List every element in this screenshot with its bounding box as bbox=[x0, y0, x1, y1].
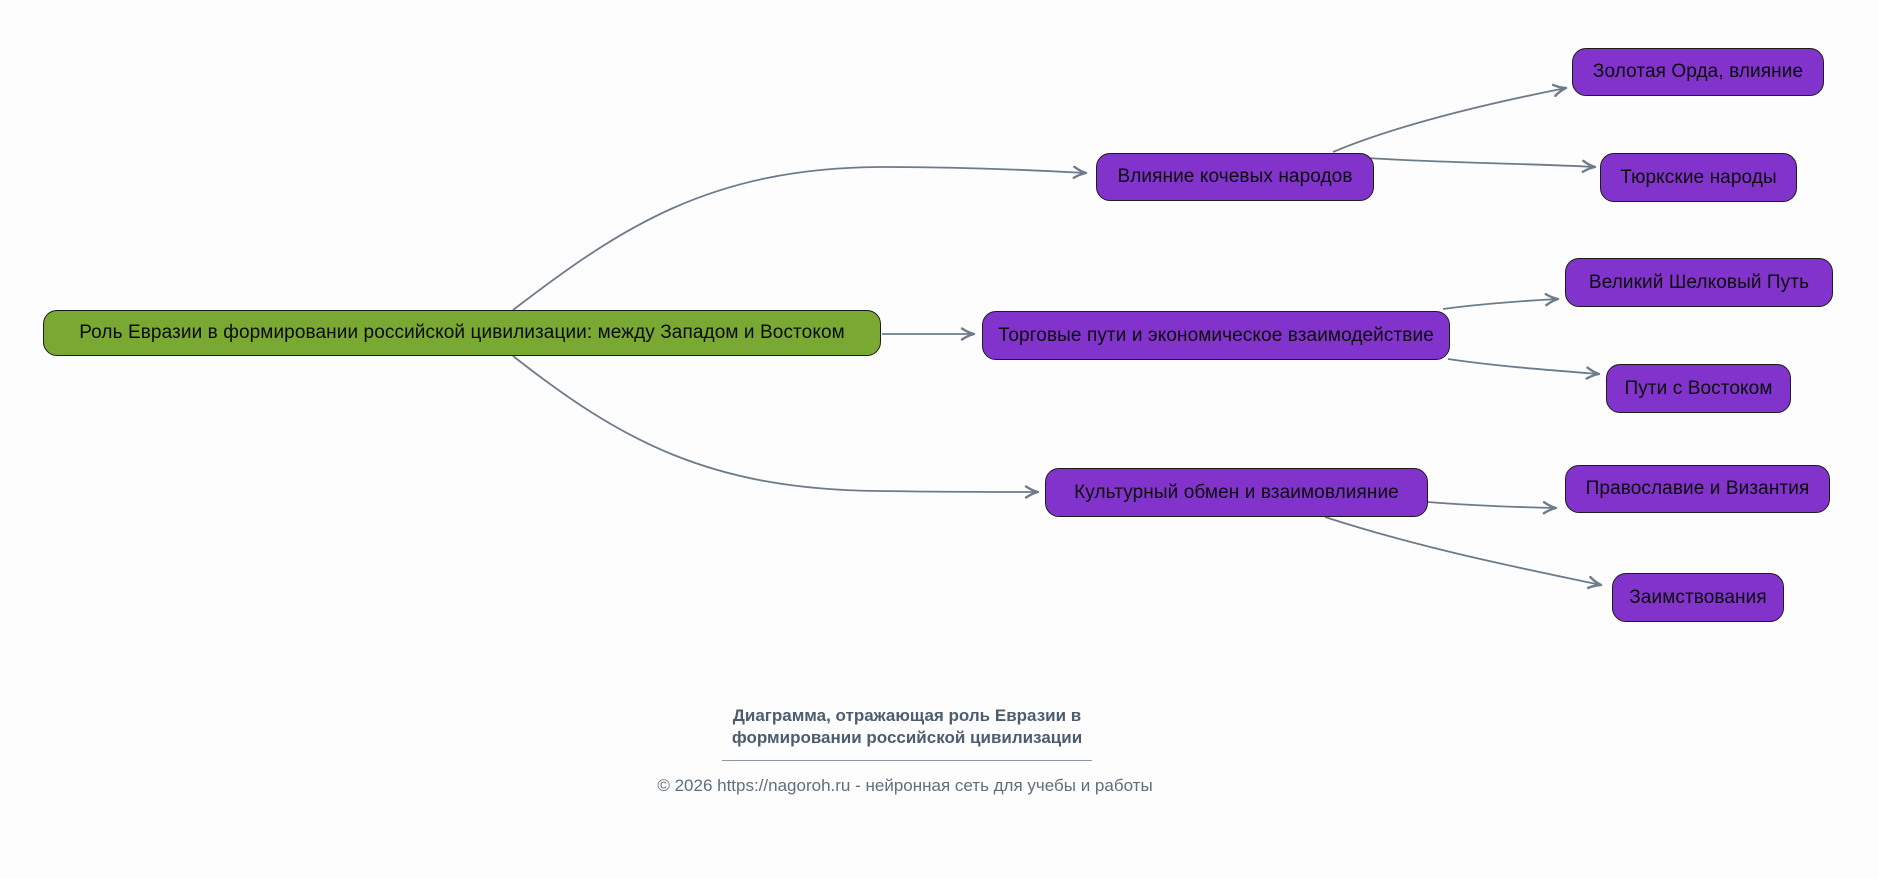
diagram-caption: Диаграмма, отражающая роль Евразии в формировании российской цивилизации bbox=[731, 706, 1083, 748]
child-node-silk bbox=[1565, 258, 1833, 307]
child-node-borrow-label: Заимствования bbox=[1629, 586, 1767, 608]
child-node-horde bbox=[1572, 48, 1824, 96]
root-node-label: Роль Евразии в формировании российской цивилизации: между Западом и Востоком bbox=[79, 322, 845, 343]
child-node-borrow bbox=[1612, 573, 1784, 622]
child-node-east-label: Пути с Востоком bbox=[1624, 377, 1773, 399]
child-node-orthodox bbox=[1565, 465, 1830, 513]
edge-nomads-turkic bbox=[1338, 156, 1595, 167]
branch-node-culture bbox=[1045, 468, 1428, 517]
edge-culture-borrow bbox=[1325, 517, 1601, 585]
branch-node-culture-label: Культурный обмен и взаимовлияние bbox=[1074, 481, 1399, 503]
edge-culture-orthodox bbox=[1428, 502, 1556, 508]
branch-node-nomads bbox=[1096, 153, 1374, 201]
edge-trade-silk bbox=[1443, 299, 1558, 309]
child-node-east bbox=[1606, 364, 1791, 413]
branch-node-trade bbox=[982, 311, 1450, 360]
edge-root-culture bbox=[513, 356, 1038, 492]
copyright-footer: © 2026 https://nagoroh.ru - нейронная сеть для учебы и работы bbox=[657, 776, 1153, 795]
edge-root-nomads bbox=[513, 167, 1086, 310]
child-node-turkic bbox=[1600, 153, 1797, 202]
branch-node-trade-label: Торговые пути и экономическое взаимодействие bbox=[998, 324, 1434, 346]
child-node-horde-label: Золотая Орда, влияние bbox=[1592, 61, 1804, 82]
caption-divider bbox=[722, 760, 1092, 761]
child-node-turkic-label: Тюркские народы bbox=[1620, 166, 1777, 188]
child-node-orthodox-label: Православие и Византия bbox=[1585, 478, 1810, 499]
edge-trade-east bbox=[1448, 359, 1599, 374]
edge-nomads-horde bbox=[1333, 88, 1566, 152]
branch-node-nomads-label: Влияние кочевых народов bbox=[1117, 166, 1353, 187]
child-node-silk-label: Великий Шелковый Путь bbox=[1588, 271, 1810, 293]
root-node bbox=[43, 310, 881, 356]
